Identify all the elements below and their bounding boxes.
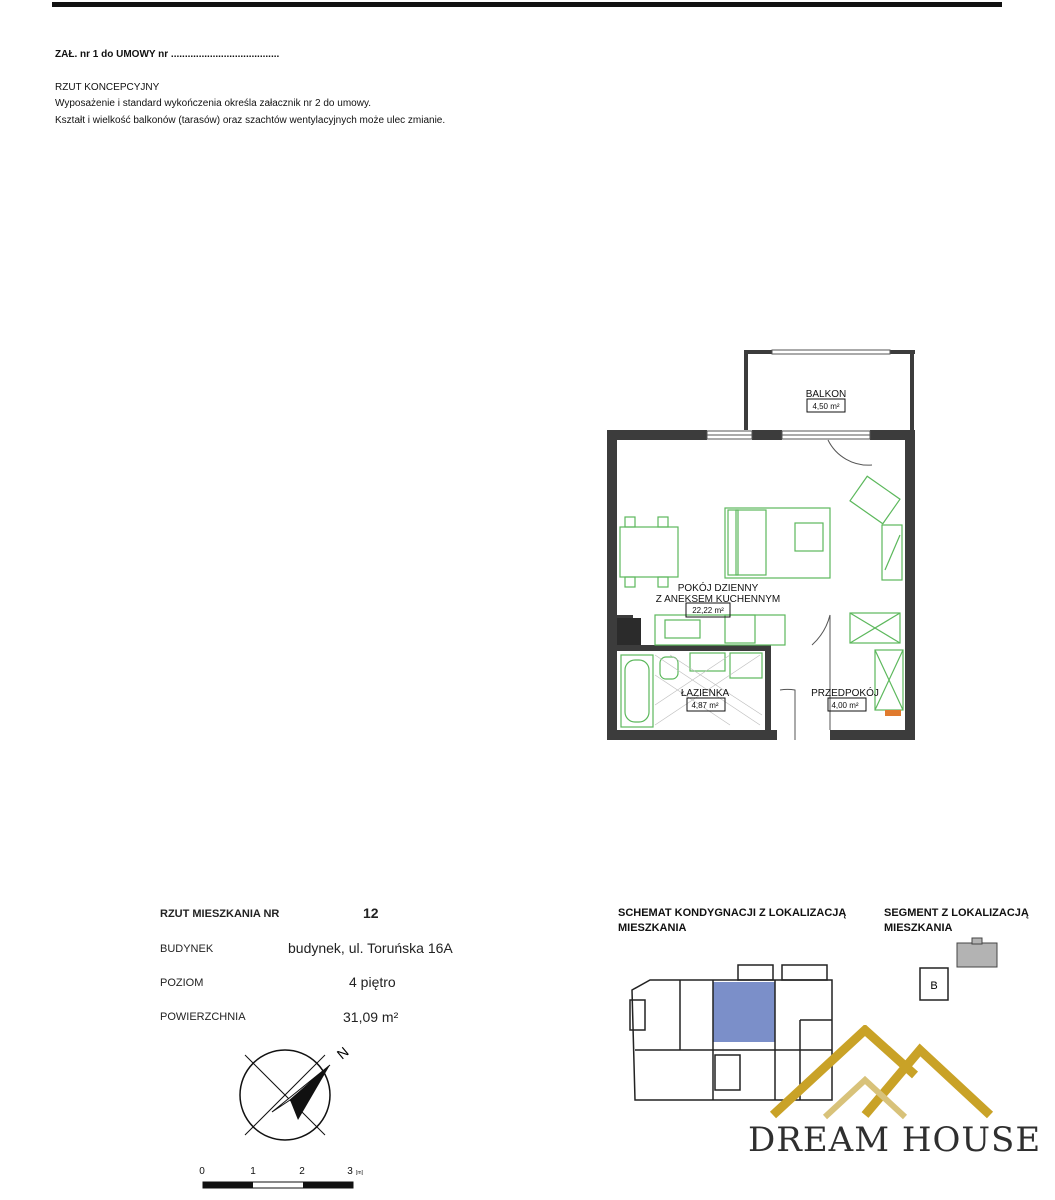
room-area-bathroom: 4,87 m² xyxy=(691,701,719,710)
room-area-balcony: 4,50 m² xyxy=(812,402,840,411)
logo-text: DREAM HOUSE xyxy=(748,1120,1042,1160)
area-label: POWIERZCHNIA xyxy=(160,1011,246,1023)
segment-diagram xyxy=(910,935,1010,1010)
segment-label: B xyxy=(930,980,938,992)
top-rule xyxy=(52,2,1002,7)
attachment-title: ZAŁ. nr 1 do UMOWY nr ....................................... xyxy=(55,49,280,60)
building-value: budynek, ul. Toruńska 16A xyxy=(288,940,453,956)
apartment-number-label: RZUT MIESZKANIA NR xyxy=(160,908,280,920)
scale-0: 0 xyxy=(199,1166,205,1177)
room-name-bathroom: ŁAZIENKA xyxy=(680,688,730,699)
shape-note: Kształt i wielkość balkonów (tarasów) oraz szachtów wentylacyjnych może ulec zmianie. xyxy=(55,115,446,126)
scale-1: 1 xyxy=(250,1166,256,1177)
scale-3: 3 xyxy=(347,1166,353,1177)
scale-unit: [m] xyxy=(356,1170,363,1176)
schema-title: SCHEMAT KONDYGNACJI Z LOKALIZACJĄ MIESZKANIA xyxy=(618,907,847,934)
plan-type: RZUT KONCEPCYJNY xyxy=(55,82,160,93)
room-area-hall: 4,00 m² xyxy=(831,701,859,710)
area-value: 31,09 m² xyxy=(343,1009,399,1025)
level-value: 4 piętro xyxy=(349,974,396,990)
wall-bottom xyxy=(607,730,777,740)
room-area-living: 22,22 m² xyxy=(692,606,724,615)
wall-left xyxy=(607,430,617,740)
segment-title: SEGMENT Z LOKALIZACJĄ MIESZKANIA xyxy=(884,907,1029,934)
equipment-note: Wyposażenie i standard wykończenia określa załacznik nr 2 do umowy. xyxy=(55,98,371,109)
level-label: POZIOM xyxy=(160,977,204,989)
room-name-hall: PRZEDPOKÓJ xyxy=(811,688,879,699)
scale-bar xyxy=(195,1160,375,1195)
floor-plan xyxy=(600,345,930,745)
north-label: N xyxy=(333,1043,352,1063)
room-name-living: POKÓJ DZIENNY xyxy=(677,583,759,594)
wall-right xyxy=(905,430,915,740)
wall-top-left xyxy=(607,430,707,440)
room-name-living-2: Z ANEKSEM KUCHENNYM xyxy=(655,594,781,605)
scale-2: 2 xyxy=(299,1166,305,1177)
apartment-number: 12 xyxy=(363,905,379,921)
room-name-balcony: BALKON xyxy=(805,389,847,400)
building-label: BUDYNEK xyxy=(160,943,214,955)
north-compass xyxy=(230,1040,360,1150)
